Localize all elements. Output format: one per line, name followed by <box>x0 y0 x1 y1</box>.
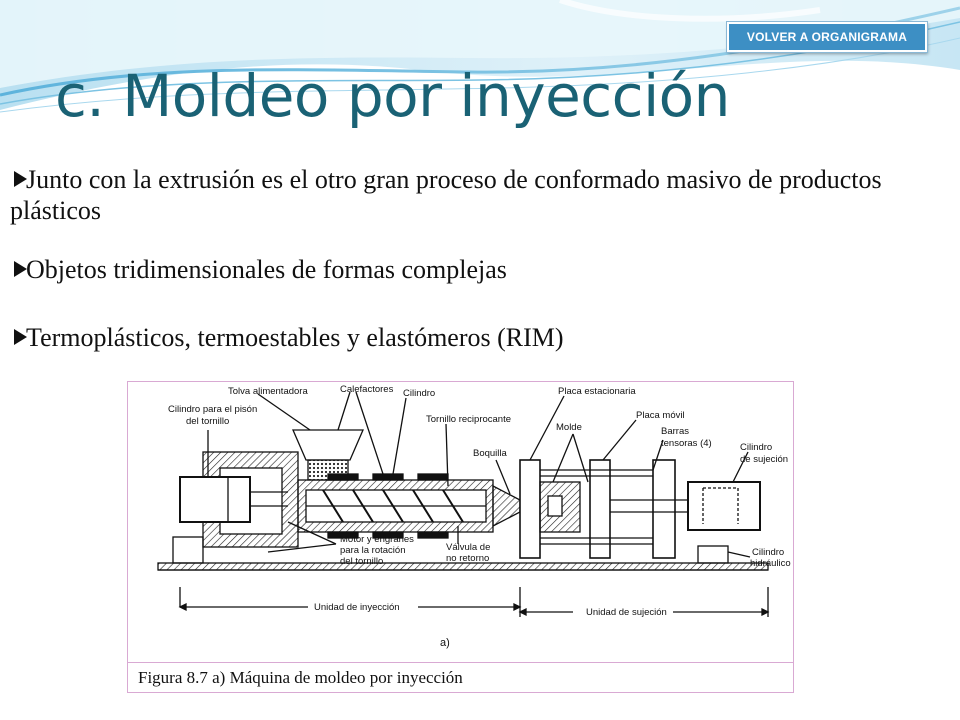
bullet-arrow-icon <box>14 261 27 277</box>
label-cilindro-sujecion: de sujeción <box>740 454 789 465</box>
label-cilindro-hidraulico: hidráulico <box>750 558 791 569</box>
label-placa-movil: Placa móvil <box>636 410 685 421</box>
label-placa-estacionaria: Placa estacionaria <box>558 386 636 397</box>
bullet-item: Objetos tridimensionales de formas complejas <box>10 254 940 285</box>
label-valvula: Válvula de <box>446 542 491 553</box>
label-cilindro-pison: del tornillo <box>186 416 230 427</box>
injection-molding-machine-diagram <box>128 382 793 662</box>
label-molde: Molde <box>556 422 582 433</box>
label-unidad-inyeccion: Unidad de inyección <box>314 602 400 613</box>
label-boquilla: Boquilla <box>473 448 507 459</box>
label-tolva: Tolva alimentadora <box>228 386 308 397</box>
figure-caption: Figura 8.7 a) Máquina de moldeo por inyección <box>138 668 463 687</box>
injection-machine-figure <box>127 381 794 693</box>
bullet-arrow-icon <box>14 171 27 187</box>
figure-caption-box <box>128 662 793 692</box>
label-cilindro-pison: Cilindro para el pisón <box>168 404 258 415</box>
slide-title: c. Moldeo por inyección <box>55 62 730 130</box>
label-tornillo-reciprocante: Tornillo reciprocante <box>426 414 512 425</box>
bullet-item: Junto con la extrusión es el otro gran proceso de conformado masivo de productos plásticos <box>10 165 882 225</box>
label-valvula: no retorno <box>446 553 490 564</box>
label-motor: del tornillo <box>340 556 384 567</box>
label-motor: Motor y engranes <box>340 534 414 545</box>
bullet-item: Termoplásticos, termoestables y elastómeros (RIM) <box>10 322 940 353</box>
label-cilindro: Cilindro <box>403 388 436 399</box>
label-calefactores: Calefactores <box>340 384 394 395</box>
bullet-arrow-icon <box>14 329 27 345</box>
label-unidad-sujecion: Unidad de sujeción <box>586 607 667 618</box>
label-sub-a: a) <box>440 637 450 649</box>
back-to-organigram-button[interactable]: VOLVER A ORGANIGRAMA <box>727 22 927 52</box>
label-motor: para la rotación <box>340 545 406 556</box>
label-cilindro-hidraulico: Cilindro <box>752 547 785 558</box>
label-barras: Barras <box>661 426 689 437</box>
label-cilindro-sujecion: Cilindro <box>740 442 773 453</box>
label-barras: tensoras (4) <box>661 438 712 449</box>
